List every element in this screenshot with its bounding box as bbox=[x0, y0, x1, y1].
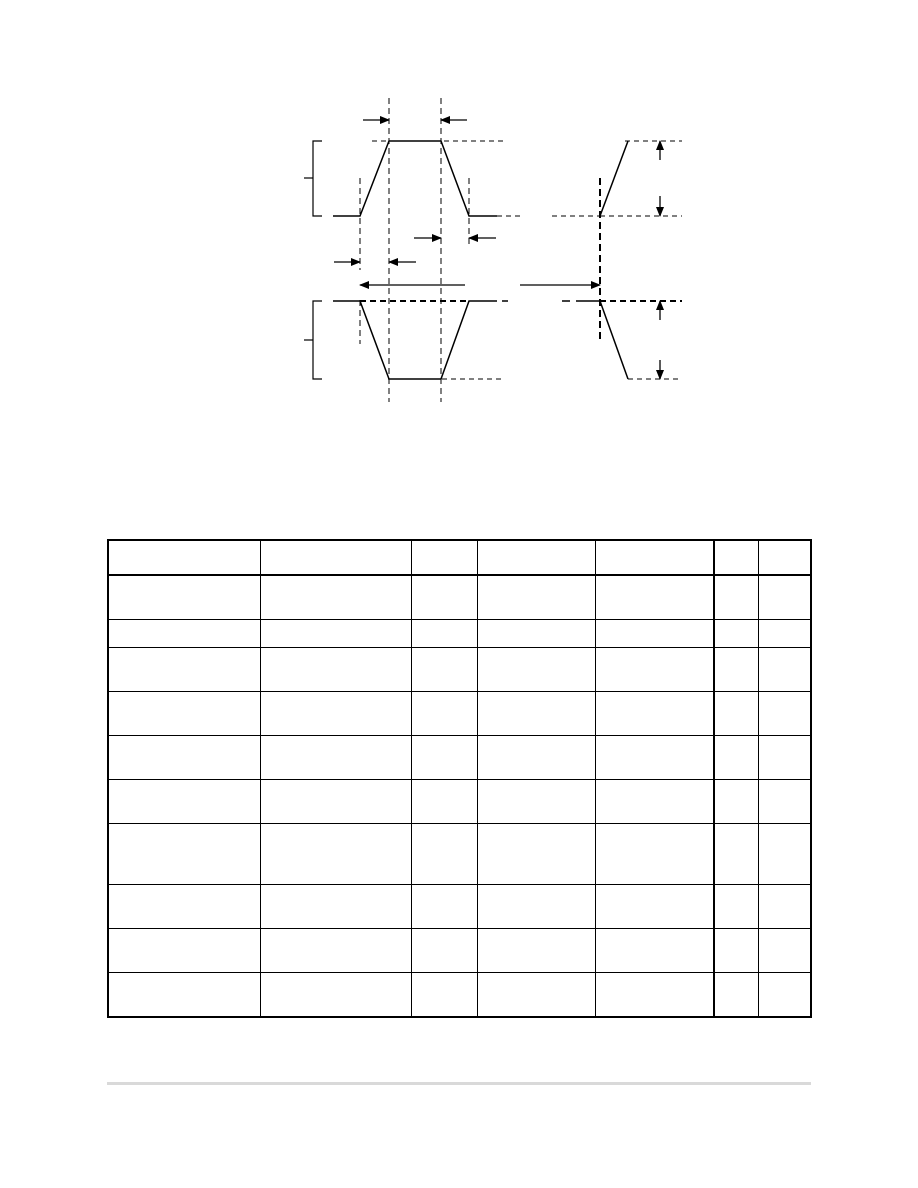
table-cell bbox=[477, 973, 595, 1018]
table-cell bbox=[595, 973, 714, 1018]
table-row bbox=[108, 885, 811, 929]
table-row bbox=[108, 575, 811, 620]
table-cell bbox=[595, 692, 714, 736]
table-cell bbox=[411, 973, 477, 1018]
table-cell bbox=[595, 885, 714, 929]
table-cell bbox=[260, 885, 411, 929]
table-cell bbox=[411, 692, 477, 736]
lower-waveform bbox=[333, 301, 497, 379]
table-cell bbox=[108, 736, 260, 780]
table-cell bbox=[108, 929, 260, 973]
table-cell bbox=[260, 692, 411, 736]
table-cell bbox=[595, 780, 714, 824]
table-cell bbox=[714, 692, 758, 736]
table-header-cell bbox=[108, 540, 260, 575]
table-cell bbox=[758, 620, 811, 648]
table-cell bbox=[260, 973, 411, 1018]
table-header-cell bbox=[758, 540, 811, 575]
table-cell bbox=[714, 736, 758, 780]
table-header-cell bbox=[714, 540, 758, 575]
table-cell bbox=[758, 824, 811, 885]
table-cell bbox=[411, 885, 477, 929]
table-cell bbox=[108, 973, 260, 1018]
table-cell bbox=[477, 620, 595, 648]
table-cell bbox=[714, 973, 758, 1018]
table-cell bbox=[714, 885, 758, 929]
table-cell bbox=[108, 885, 260, 929]
table-row bbox=[108, 692, 811, 736]
table-cell bbox=[477, 575, 595, 620]
table-cell bbox=[477, 692, 595, 736]
table-row bbox=[108, 973, 811, 1018]
table-cell bbox=[595, 620, 714, 648]
table-cell bbox=[260, 648, 411, 692]
table-cell bbox=[108, 780, 260, 824]
horizontal-guides bbox=[372, 141, 682, 379]
table-cell bbox=[714, 929, 758, 973]
table-cell bbox=[108, 648, 260, 692]
table-cell bbox=[595, 575, 714, 620]
table-cell bbox=[477, 824, 595, 885]
footer-divider bbox=[107, 1082, 811, 1085]
table-cell bbox=[714, 824, 758, 885]
table-cell bbox=[714, 620, 758, 648]
table-cell bbox=[477, 780, 595, 824]
table-row bbox=[108, 780, 811, 824]
table-cell bbox=[758, 780, 811, 824]
lower-bracket bbox=[304, 301, 322, 379]
table-cell bbox=[108, 824, 260, 885]
table-cell bbox=[477, 885, 595, 929]
table-cell bbox=[595, 824, 714, 885]
timing-arrows bbox=[334, 120, 600, 285]
table-cell bbox=[411, 736, 477, 780]
table-cell bbox=[260, 620, 411, 648]
table-cell bbox=[595, 648, 714, 692]
table-cell bbox=[714, 780, 758, 824]
table-header-row bbox=[108, 540, 811, 575]
table-cell bbox=[714, 575, 758, 620]
table-cell bbox=[758, 575, 811, 620]
table-cell bbox=[758, 692, 811, 736]
table-cell bbox=[260, 929, 411, 973]
table-cell bbox=[714, 648, 758, 692]
table-row bbox=[108, 929, 811, 973]
upper-waveform bbox=[333, 141, 497, 216]
table-cell bbox=[595, 736, 714, 780]
table-cell bbox=[477, 736, 595, 780]
table-cell bbox=[758, 885, 811, 929]
table-header-cell bbox=[477, 540, 595, 575]
table-cell bbox=[260, 824, 411, 885]
specification-table bbox=[107, 539, 812, 1018]
table-cell bbox=[411, 824, 477, 885]
upper-bracket bbox=[304, 141, 322, 216]
table-cell bbox=[411, 575, 477, 620]
table-row bbox=[108, 736, 811, 780]
table-cell bbox=[758, 736, 811, 780]
table-cell bbox=[477, 929, 595, 973]
table-row bbox=[108, 824, 811, 885]
table-cell bbox=[758, 648, 811, 692]
table-cell bbox=[108, 692, 260, 736]
table-cell bbox=[411, 620, 477, 648]
table-cell bbox=[595, 929, 714, 973]
vertical-guides bbox=[360, 98, 469, 402]
table-cell bbox=[108, 575, 260, 620]
table-row bbox=[108, 620, 811, 648]
table-cell bbox=[260, 736, 411, 780]
lower-right-edge bbox=[576, 301, 628, 379]
upper-right-edge bbox=[600, 141, 628, 216]
table-header-cell bbox=[260, 540, 411, 575]
table-cell bbox=[411, 929, 477, 973]
table-cell bbox=[758, 973, 811, 1018]
table-cell bbox=[108, 620, 260, 648]
table-cell bbox=[758, 929, 811, 973]
table-cell bbox=[411, 780, 477, 824]
timing-diagram bbox=[0, 0, 918, 420]
table-cell bbox=[260, 575, 411, 620]
table-cell bbox=[477, 648, 595, 692]
table-row bbox=[108, 648, 811, 692]
table-header-cell bbox=[411, 540, 477, 575]
table-cell bbox=[411, 648, 477, 692]
table-header-cell bbox=[595, 540, 714, 575]
table-cell bbox=[260, 780, 411, 824]
